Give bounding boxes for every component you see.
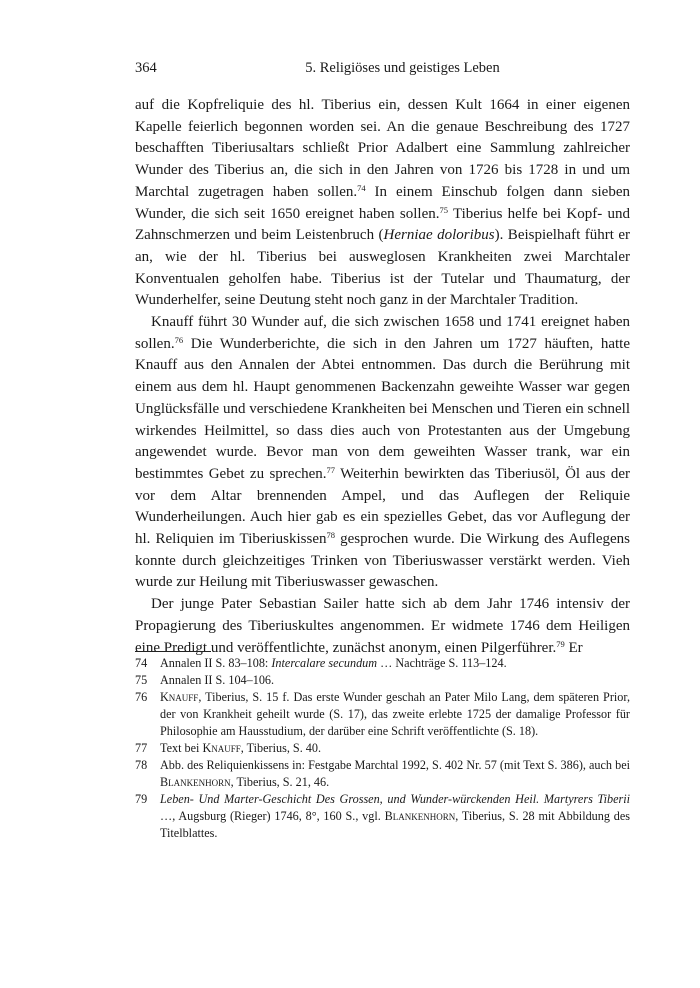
footnote-number: 75 bbox=[135, 673, 148, 687]
footnote-75: 75 Annalen II S. 104–106. bbox=[135, 673, 275, 687]
footnote-ref-78[interactable]: 78 bbox=[326, 530, 336, 541]
footnote-number: 74 bbox=[135, 656, 148, 670]
footnote-number: 78 bbox=[135, 758, 148, 772]
author-name: Knauff bbox=[160, 690, 199, 704]
footnote-number: 79 bbox=[135, 792, 148, 806]
page-number: 364 bbox=[135, 60, 157, 76]
page-header bbox=[135, 60, 630, 82]
running-head: 5. Religiöses und geistiges Leben bbox=[305, 60, 500, 76]
footnote-divider bbox=[135, 651, 211, 652]
footnote-74: 74 Annalen II S. 83–108: Intercalare secundum … Nachträge S. 113–124. bbox=[135, 656, 507, 670]
latin-term: Herniae doloribus bbox=[383, 227, 495, 244]
footnote-ref-77[interactable]: 77 bbox=[326, 464, 336, 475]
footnote-76: 76 Knauff, Tiberius, S. 15 f. Das erste Wunder geschah an Pater Milo Lang, dem späteren Prior, der von Krankheit geheilt wurde (S. 17), das zweite erlebte 1725 der damalige Professor für Philosophie am Hausstudium, der darüber eine Schrift veröffentlichte (S. 18). bbox=[135, 690, 630, 738]
paragraph-1: auf die Kopfreliquie des hl. Tiberius ein, dessen Kult 1664 in einer eigenen Kapelle feierlich begonnen worden sei. An die genaue Beschreibung des 1727 beschafften Tiberiusaltars schließt Prior Adalbert eine Sammlung zahlreicher Wunder des Tiberius an, die sich in den Jahren von 1726 bis 1728 in und um Marchtal zugetragen haben sollen.$^{74}$ In einem Einschub folgen dann sieben Wunder, die sich seit 1650 ereignet haben sollen.$^{75}$ Tiberius helfe bei Kopf- und Zahnschmerzen und beim Leistenbruch (Herniae doloribus). Beispielhaft führt er an, wie der hl. Tiberius bei ausweglosen Krankheiten zwei Marchtaler Konventualen geholfen habe. Tiberius ist der Tutelar und Thaumaturg, der Wunderhelfer, seine Deutung steht noch ganz in der Marchtaler Tradition. bbox=[135, 97, 630, 309]
footnote-ref-79[interactable]: 79 bbox=[556, 638, 565, 649]
footnote-ref-75[interactable]: 75 bbox=[439, 204, 448, 215]
footnote-77: 77 Text bei Knauff, Tiberius, S. 40. bbox=[135, 741, 322, 755]
footnotes bbox=[135, 655, 630, 842]
paragraph-2: Knauff führt 30 Wunder auf, die sich zwischen 1658 und 1741 ereignet haben sollen.$^{76}$ Die Wunderberichte, die sich in den Jahren um 1727 häuften, hatte Knauff aus den Annalen der Abtei entnommen. Das durch die Berührung mit einem aus dem hl. Haupt genommenen Backenzahn geweihte Wasser war gegen Unglücksfälle und verschiedene Krankheiten bei Menschen und Tieren ein schnell wirkendes Heilmittel, so dass dies auch von Protestanten aus der Umgebung angewendet wurde. Bevor man von dem geweihten Wasser trank, war ein bestimmtes Gebet zu sprechen.$^{77}$ Weiterhin bewirkten das Tiberiusöl, Öl aus der vor dem Altar brennenden Ampel, und das Auflegen der Reliquie Wunderheilungen. Auch hier gab es ein spezielles Gebet, das vor Auflegung der hl. Reliquien im Tiberiuskissen$^{78}$ gesprochen wurde. Die Wirkung des Auflegens konnte durch gleichzeitiges Trinken von Tiberiuswasser verstärkt werden. Vieh wurde zur Heilung mit Tiberiuswasser gewaschen. bbox=[135, 314, 631, 591]
footnote-ref-76[interactable]: 76 bbox=[174, 334, 184, 345]
footnote-ref-74[interactable]: 74 bbox=[357, 182, 366, 193]
body-text bbox=[135, 95, 630, 659]
author-name: Blankenhorn bbox=[384, 809, 456, 823]
book-title: Leben- Und Marter-Geschicht Des Grossen, und Wunder-würckenden Heil. Martyrers Tiberii bbox=[160, 792, 630, 806]
footnote-number: 77 bbox=[135, 741, 148, 755]
footnote-79: 79 Leben- Und Marter-Geschicht Des Grossen, und Wunder-würckenden Heil. Martyrers Tiberii …, Augsburg (Rieger) 1746, 8°, 160 S., vgl. Blankenhorn, Tiberius, S. 28 mit Abbildung des Titelblattes. bbox=[135, 792, 630, 840]
paragraph-3: Der junge Pater Sebastian Sailer hatte sich ab dem Jahr 1746 intensiv der Propagierung des Tiberiuskultes angenommen. Er widmete 1746 dem Heiligen eine Predigt und veröffentlichte, zunächst anonym, einen Pilgerführer.$^{79}$ Er bbox=[135, 596, 630, 656]
author-name: Knauff bbox=[202, 741, 241, 755]
footnote-78: 78 Abb. des Reliquienkissens in: Festgabe Marchtal 1992, S. 402 Nr. 57 (mit Text S. 386), auch bei Blankenhorn, Tiberius, S. 21, 46. bbox=[135, 758, 630, 789]
author-name: Blankenhorn bbox=[160, 775, 231, 789]
footnote-number: 76 bbox=[135, 690, 148, 704]
